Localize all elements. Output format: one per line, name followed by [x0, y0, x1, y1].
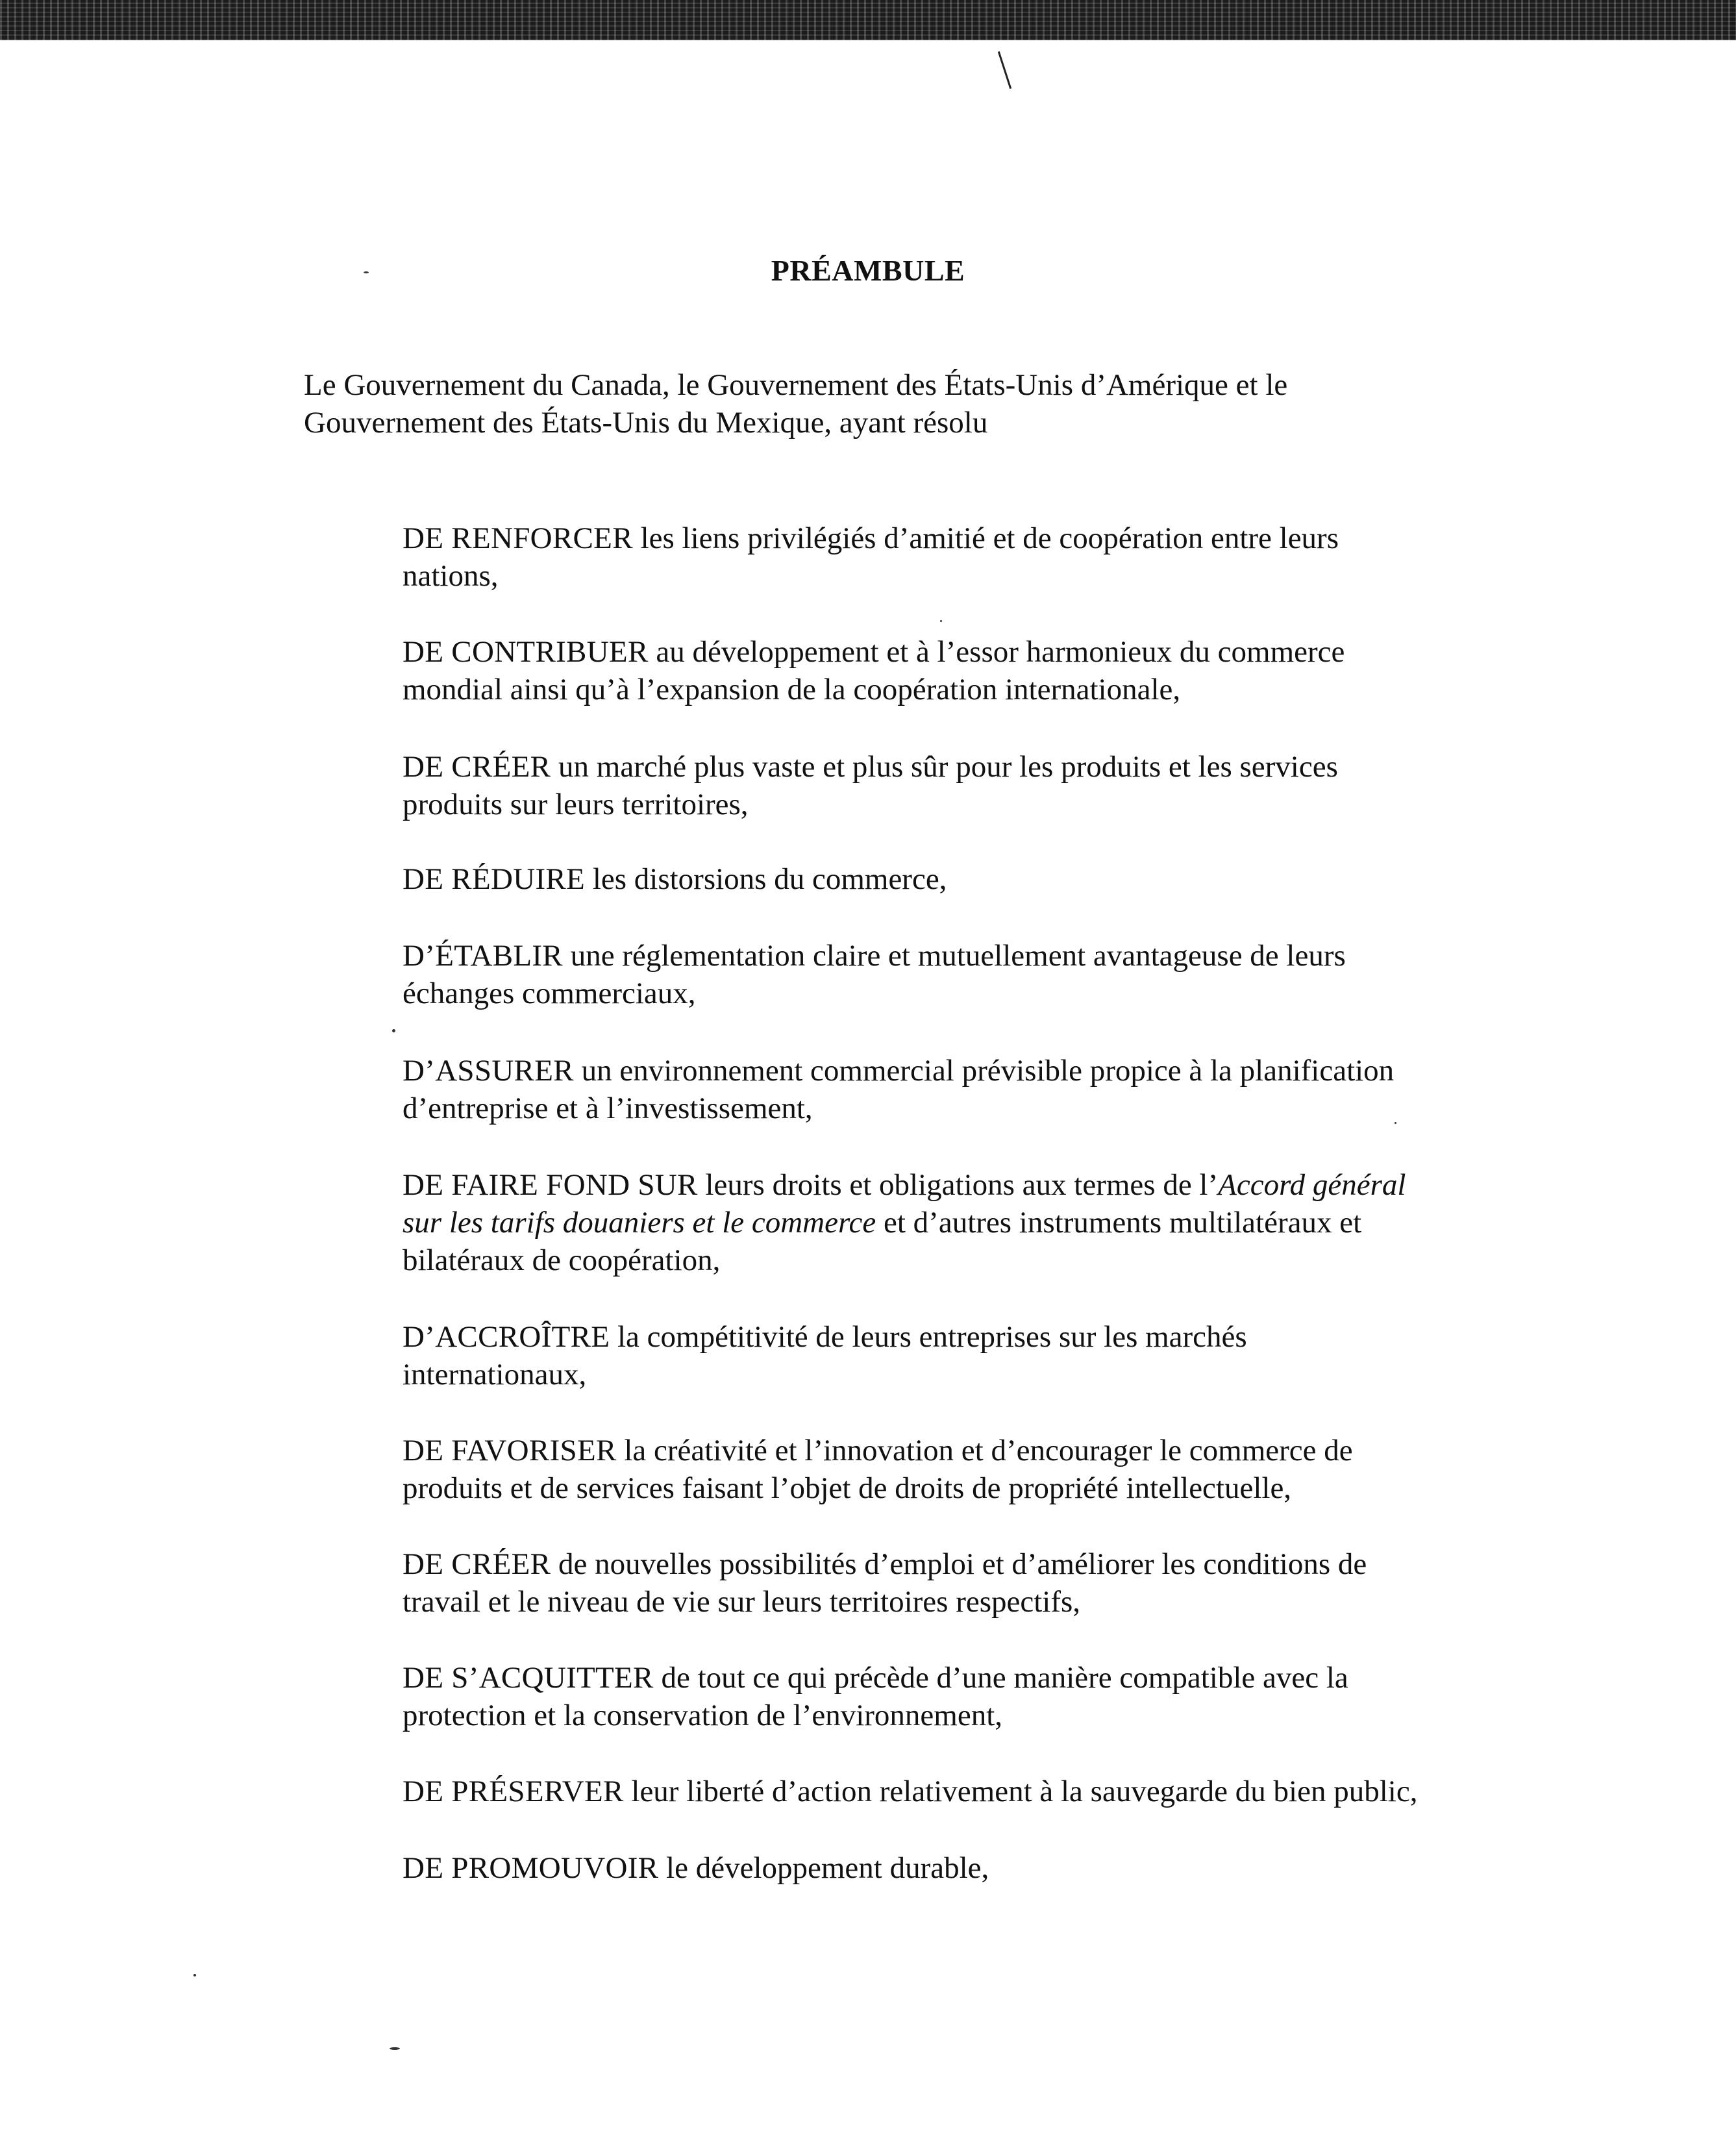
clause-text: un environnement commercial prévisible propice à la planification — [573, 1054, 1395, 1088]
clause-text: produits sur leurs territoires, — [403, 788, 749, 821]
clause-line — [403, 671, 1345, 708]
clause-text: la compétitivité de leurs entreprises sur les marchés — [610, 1320, 1247, 1354]
clause-line — [403, 1166, 1406, 1204]
clause-keyword: DE FAVORISER — [403, 1434, 617, 1467]
scanner-edge-band — [0, 0, 1736, 40]
clause-line — [403, 1583, 1367, 1621]
scan-speck — [193, 1974, 196, 1976]
clause-line — [403, 557, 1339, 595]
clause-line — [403, 1090, 1394, 1127]
clause-text: travail et le niveau de vie sur leurs territoires respectifs, — [403, 1585, 1081, 1619]
clause — [403, 633, 1345, 708]
clause-line — [403, 975, 1346, 1012]
clause — [403, 1318, 1247, 1393]
clause-text: protection et la conservation de l’environnement, — [403, 1699, 1003, 1732]
clause — [403, 1545, 1367, 1621]
clause-keyword: DE CRÉER — [403, 750, 551, 784]
clause-line — [403, 1469, 1353, 1507]
clause-line — [403, 1773, 1417, 1810]
clause-text: les liens privilégiés d’amitié et de coopération entre leurs — [632, 521, 1339, 555]
clause-text: leur liberté d’action relativement à la sauvegarde du bien public, — [623, 1775, 1418, 1808]
intro-paragraph — [304, 366, 1459, 442]
clause-text: de tout ce qui précède d’une manière compatible avec la — [653, 1661, 1348, 1695]
clause — [403, 1849, 989, 1887]
clause-text: leurs droits et obligations aux termes de l’ — [697, 1168, 1219, 1202]
clause-line — [403, 1318, 1247, 1356]
intro-line: Gouvernement des États-Unis du Mexique, ayant résolu — [304, 406, 988, 440]
clause-text: de nouvelles possibilités d’emploi et d’améliorer les conditions de — [551, 1547, 1367, 1581]
clause-keyword: DE FAIRE FOND SUR — [403, 1168, 698, 1202]
clause — [403, 937, 1346, 1012]
clause-text: la créativité et l’innovation et d’encourager le commerce de — [616, 1434, 1353, 1467]
clause-keyword: D’ÉTABLIR — [403, 939, 563, 973]
scan-speck — [940, 620, 942, 622]
clause-line — [403, 786, 1338, 823]
clause-text: internationaux, — [403, 1358, 587, 1391]
italic-title: Accord général — [1218, 1168, 1406, 1202]
clause-text: et d’autres instruments multilatéraux et — [876, 1206, 1362, 1240]
clause — [403, 860, 947, 898]
scan-speck — [1395, 1122, 1396, 1124]
clause-line — [403, 519, 1339, 557]
clause — [403, 1166, 1406, 1279]
clause — [403, 1659, 1348, 1734]
clause — [403, 1773, 1417, 1810]
clause-text: nations, — [403, 559, 499, 593]
clause-keyword: DE CONTRIBUER — [403, 635, 649, 669]
clause-text: échanges commerciaux, — [403, 977, 696, 1010]
clause-keyword: DE PROMOUVOIR — [403, 1851, 659, 1885]
clause-keyword: DE CRÉER — [403, 1547, 551, 1581]
clause-line — [403, 1204, 1406, 1241]
clause-keyword: D’ASSURER — [403, 1054, 574, 1088]
clause-line — [403, 1052, 1394, 1090]
clause-text: d’entreprise et à l’investissement, — [403, 1091, 813, 1125]
clause-text: le développement durable, — [658, 1851, 989, 1885]
clause-line — [403, 1659, 1348, 1697]
clause-text: un marché plus vaste et plus sûr pour les produits et les services — [551, 750, 1338, 784]
scan-speck — [392, 1029, 395, 1032]
clause-keyword: DE RENFORCER — [403, 521, 633, 555]
intro-line: Le Gouvernement du Canada, le Gouvernement des États-Unis d’Amérique et le — [304, 368, 1288, 402]
clause-line — [403, 633, 1345, 671]
clause-line — [403, 860, 947, 898]
clause — [403, 519, 1339, 595]
clause-keyword: DE S’ACQUITTER — [403, 1661, 654, 1695]
clause-text: une réglementation claire et mutuellement avantageuse de leurs — [562, 939, 1346, 973]
clause — [403, 1432, 1353, 1507]
clause-line — [403, 1545, 1367, 1583]
clause-text: mondial ainsi qu’à l’expansion de la coopération internationale, — [403, 673, 1181, 706]
clause-keyword: DE PRÉSERVER — [403, 1775, 624, 1808]
clause-line — [403, 1356, 1247, 1393]
clause-line — [403, 1241, 1406, 1279]
clause-text: produits et de services faisant l’objet de droits de propriété intellectuelle, — [403, 1471, 1292, 1505]
clause-line — [403, 1697, 1348, 1734]
clause-text: au développement et à l’essor harmonieux du commerce — [648, 635, 1345, 669]
clause-line — [403, 748, 1338, 786]
clause-text: bilatéraux de coopération, — [403, 1243, 721, 1277]
clause-text: les distorsions du commerce, — [585, 862, 947, 896]
clause-line — [403, 1849, 989, 1887]
clause — [403, 748, 1338, 823]
scan-speck — [390, 2047, 400, 2050]
clause — [403, 1052, 1394, 1127]
clause-keyword: D’ACCROÎTRE — [403, 1320, 610, 1354]
page-title: PRÉAMBULE — [771, 254, 965, 287]
italic-title: sur les tarifs douaniers et le commerce — [403, 1206, 876, 1240]
pen-mark — [998, 51, 1011, 89]
clause-keyword: DE RÉDUIRE — [403, 862, 586, 896]
clause-line — [403, 1432, 1353, 1469]
clause-line — [403, 937, 1346, 975]
